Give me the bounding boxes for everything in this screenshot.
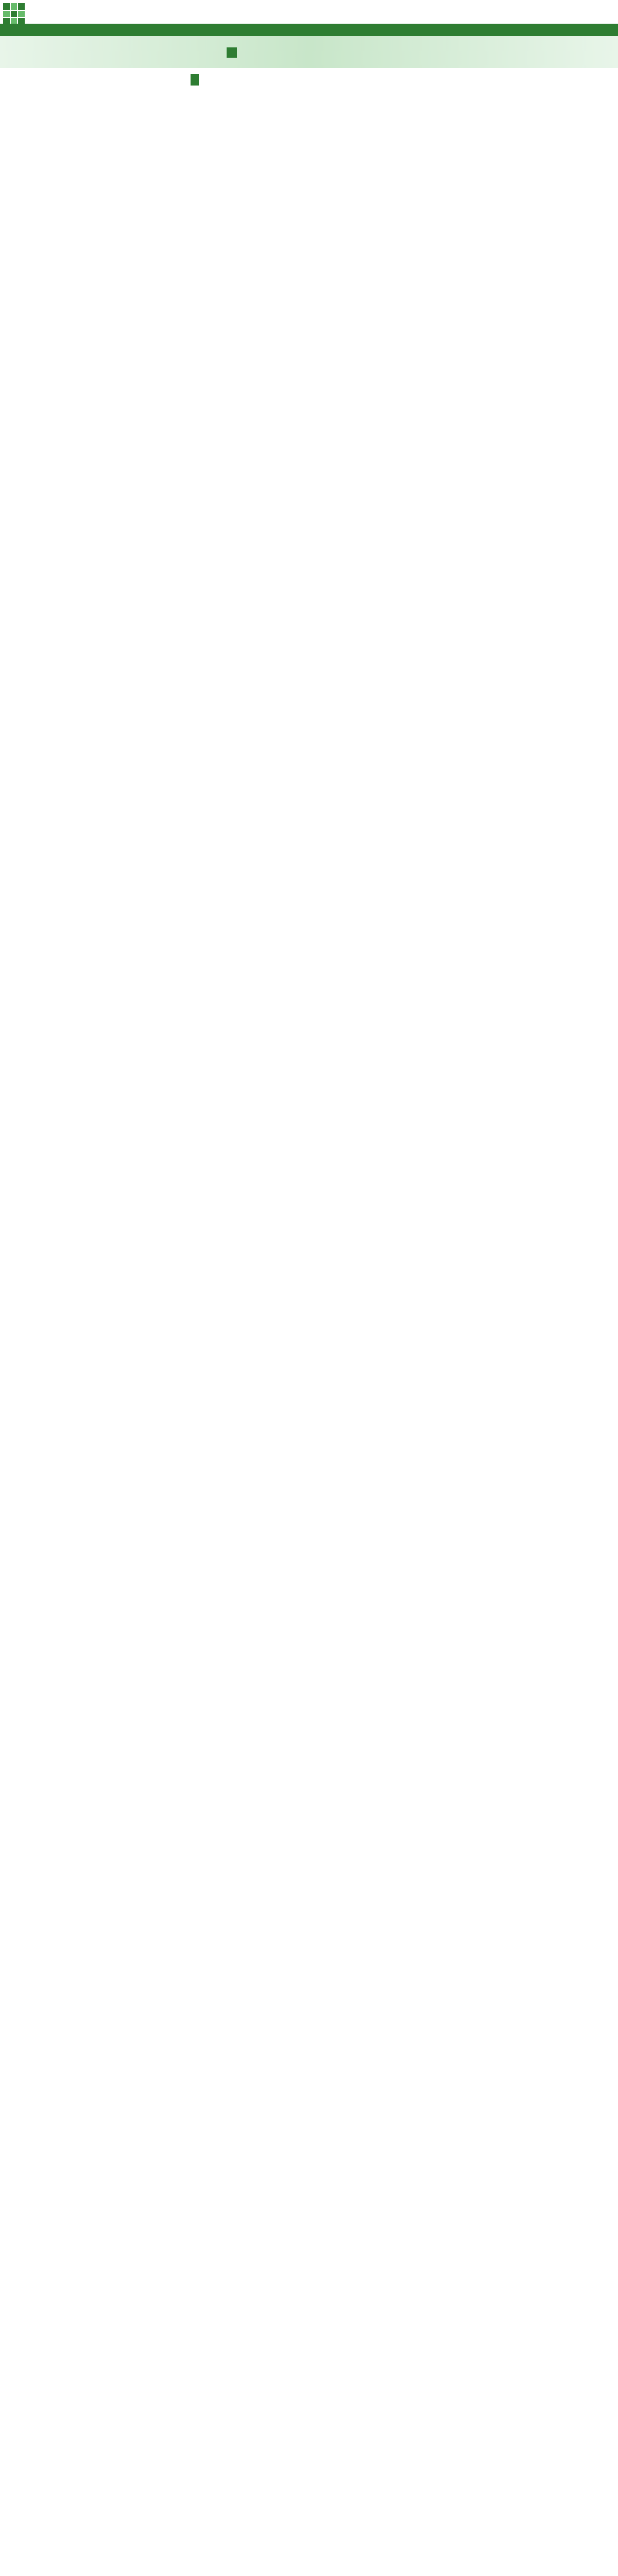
index-label xyxy=(191,74,199,86)
site-header xyxy=(0,0,618,36)
page-banner xyxy=(0,36,618,68)
banner-mark-icon xyxy=(227,47,237,58)
main-nav xyxy=(0,24,618,35)
kana-index-bar xyxy=(191,74,427,86)
site-logo[interactable] xyxy=(3,3,25,25)
